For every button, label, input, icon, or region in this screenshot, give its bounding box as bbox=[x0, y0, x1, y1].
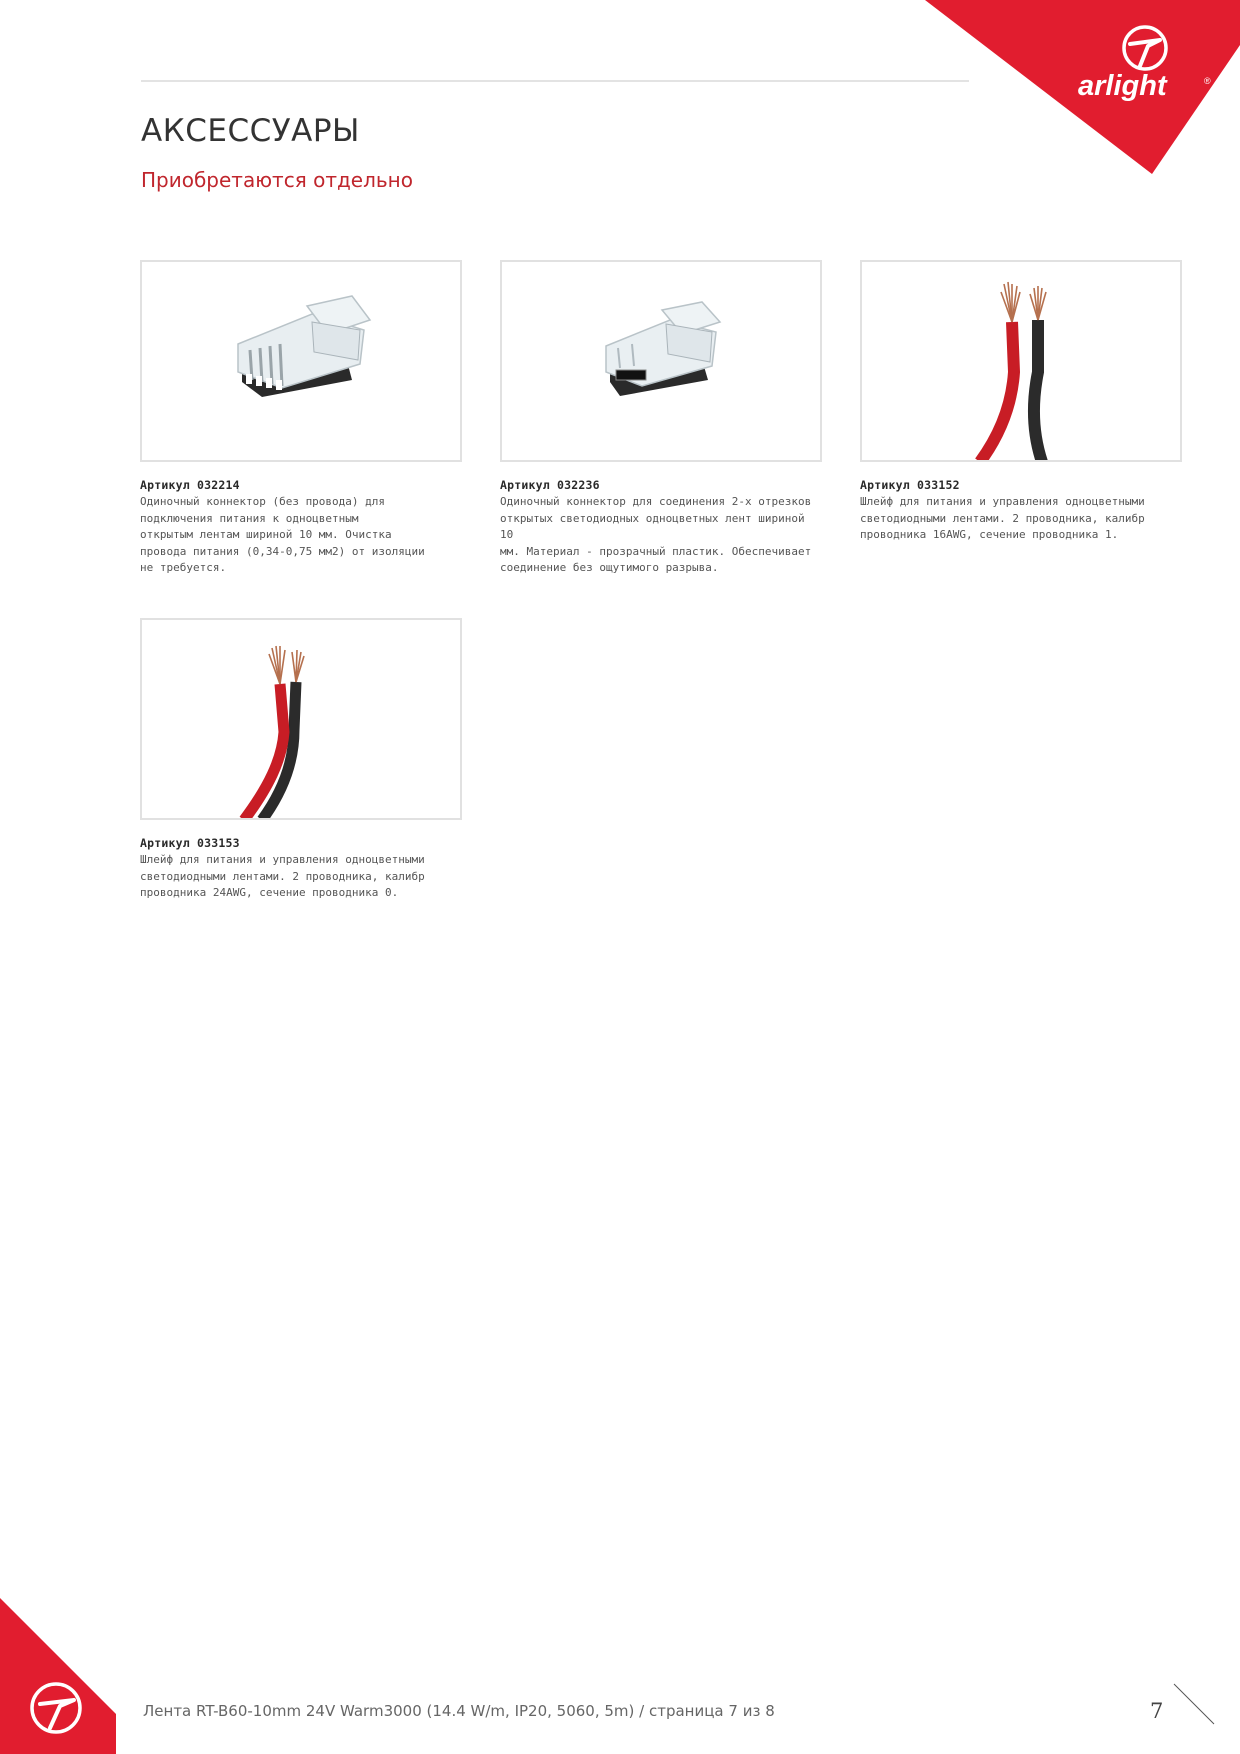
footer-text: Лента RT-B60-10mm 24V Warm3000 (14.4 W/m, IP20, 5060, 5m) / страница 7 из 8 bbox=[143, 1702, 775, 1720]
product-card bbox=[140, 618, 462, 902]
product-description: Одиночный коннектор (без провода) для подключения питания к одноцветным открытым лентам шириной 10 мм. Очистка провода питания (0,34-0,75 мм2) от изоляции не требуется. bbox=[140, 495, 425, 575]
product-card bbox=[140, 260, 462, 577]
product-description: Одиночный коннектор для соединения 2-х отрезков открытых светодиодных одноцветных лент шириной 10 мм. Материал - прозрачный пластик. Обеспечивает соединение без ощутимого разрыва. bbox=[500, 495, 812, 575]
product-image-frame bbox=[140, 260, 462, 462]
connector-4pin-icon bbox=[142, 262, 460, 460]
page-corner-slash bbox=[1170, 1680, 1220, 1730]
page-number: 7 bbox=[1150, 1699, 1164, 1723]
product-article: Артикул 033153 bbox=[140, 836, 240, 850]
product-description: Шлейф для питания и управления одноцветными светодиодными лентами. 2 проводника, калибр проводника 24AWG, сечение проводника 0. bbox=[140, 853, 425, 900]
product-image-frame bbox=[140, 618, 462, 820]
product-article: Артикул 033152 bbox=[860, 478, 960, 492]
product-image-frame bbox=[860, 260, 1182, 462]
product-image-frame bbox=[500, 260, 822, 462]
page-subtitle: Приобретаются отдельно bbox=[141, 168, 413, 192]
two-wire-cable-icon bbox=[862, 262, 1180, 460]
brand-corner-bottom-left bbox=[0, 1590, 140, 1754]
product-description: Шлейф для питания и управления одноцветными светодиодными лентами. 2 проводника, калибр проводника 16AWG, сечение проводника 1. bbox=[860, 495, 1145, 542]
two-wire-cable-icon bbox=[142, 620, 460, 818]
product-article: Артикул 032236 bbox=[500, 478, 600, 492]
connector-joint-icon bbox=[502, 262, 820, 460]
page-title: АКСЕССУАРЫ bbox=[141, 113, 360, 149]
header-divider bbox=[141, 80, 969, 82]
product-card bbox=[860, 260, 1182, 544]
product-card bbox=[500, 260, 822, 577]
logo-text: arlight bbox=[1078, 70, 1167, 102]
registered-mark: ® bbox=[1204, 76, 1211, 86]
product-article: Артикул 032214 bbox=[140, 478, 240, 492]
